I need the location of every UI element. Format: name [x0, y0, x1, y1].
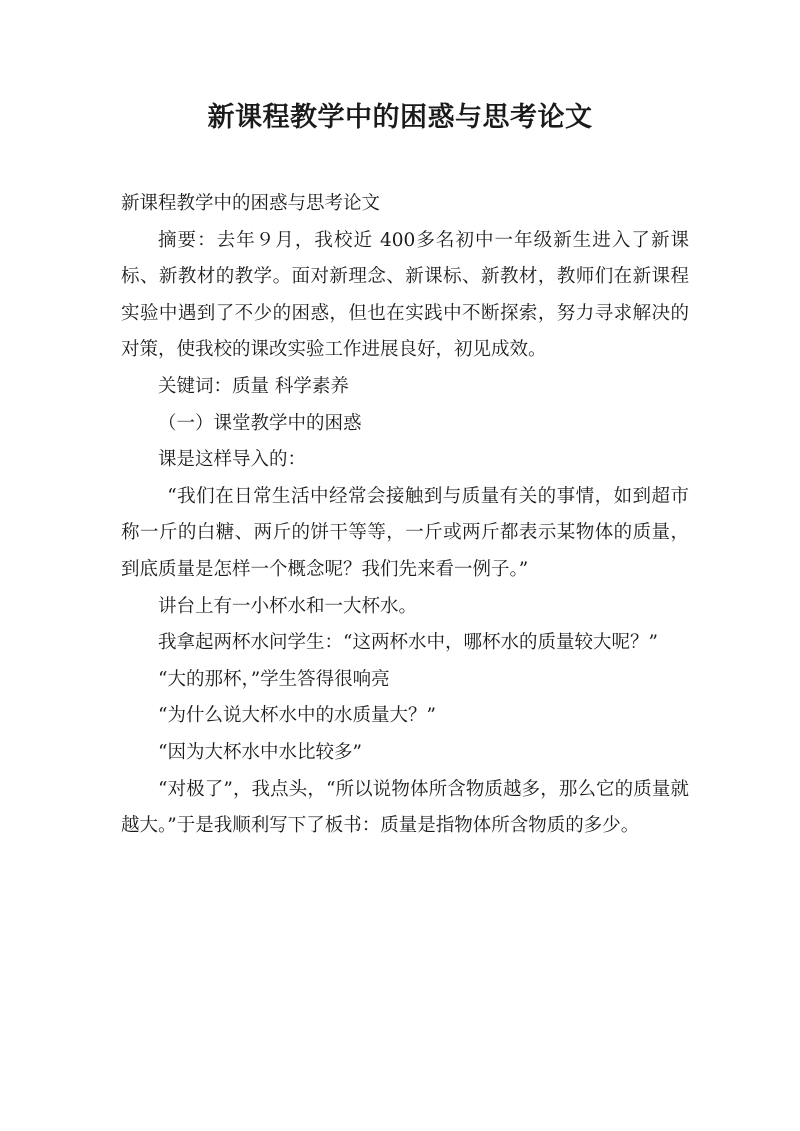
body-paragraph: 讲台上有一小杯水和一大杯水。	[158, 595, 418, 617]
body-paragraph: “对极了”，我点头，“所以说物体所含物质越多，那么它的质量就越大。”于是我顺利写下了板书：质量是指物体所含物质的多少。	[121, 778, 689, 837]
document-title: 新课程教学中的困惑与思考论文	[207, 102, 593, 133]
document-body	[121, 186, 689, 845]
abstract-paragraph: 摘要：去年９月，我校近 400多名初中一年级新生进入了新课标、新教材的教学。面对新理念、新课标、新教材，教师们在新课程实验中遇到了不少的困惑，但也在实践中不断探索，努力寻求解决的对策，使我校的课改实验工作进展良好，初见成效。	[121, 229, 689, 361]
body-heading: 新课程教学中的困惑与思考论文	[121, 193, 381, 214]
body-paragraph: 课是这样导入的：	[158, 449, 307, 471]
keywords-paragraph: 关键词：质量 科学素养	[158, 375, 349, 397]
body-paragraph: 我拿起两杯水问学生：“这两杯水中，哪杯水的质量较大呢？”	[158, 632, 658, 654]
section-heading: （一）课堂教学中的困惑	[158, 412, 362, 434]
body-paragraph: “因为大杯水中水比较多”	[158, 741, 362, 763]
body-paragraph: “为什么说大杯水中的水质量大？”	[158, 705, 436, 727]
body-paragraph: “大的那杯，”学生答得很响亮	[158, 668, 390, 690]
body-paragraph: “我们在日常生活中经常会接触到与质量有关的事情，如到超市称一斤的白糖、两斤的饼干等等，一斤或两斤都表示某物体的质量，到底质量是怎样一个概念呢？我们先来看一例子。”	[121, 485, 689, 580]
